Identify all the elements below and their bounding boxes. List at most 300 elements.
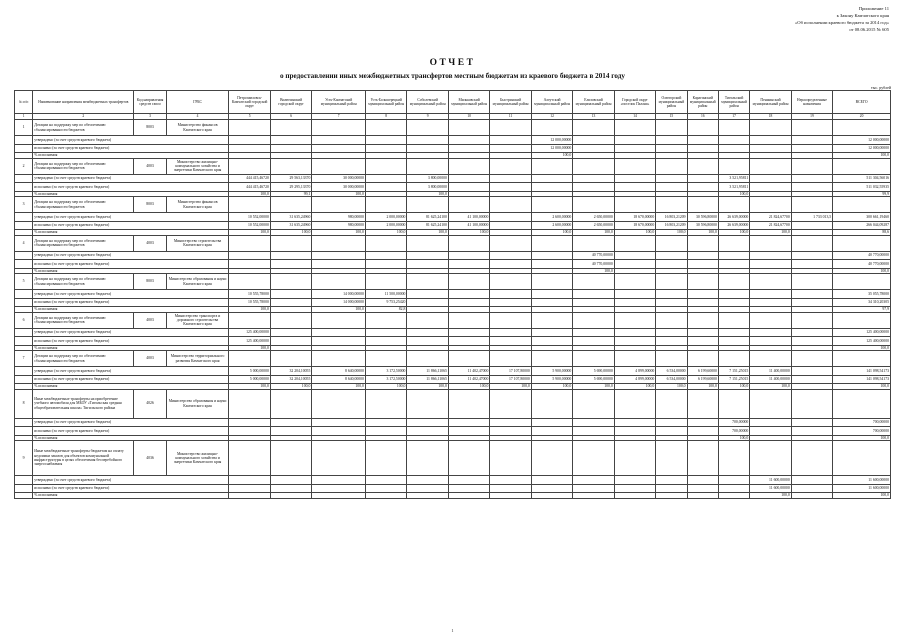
empty-cell: [573, 389, 614, 418]
value-cell: 100,0: [718, 384, 749, 390]
empty-cell: [312, 389, 366, 418]
section-code: 4026: [134, 389, 166, 418]
empty-cell: [750, 389, 791, 418]
empty-cell: [15, 298, 33, 307]
value-cell: [312, 484, 366, 493]
column-header: Мильковский муниципальный район: [448, 91, 489, 114]
empty-cell: [750, 312, 791, 328]
value-cell: [656, 144, 687, 153]
value-cell: 100,0: [448, 384, 489, 390]
empty-cell: [791, 235, 832, 251]
value-cell: [270, 418, 311, 427]
value-cell: 12 000,00000: [531, 136, 572, 145]
value-cell: 12 000,00000: [531, 144, 572, 153]
empty-cell: [833, 197, 891, 213]
value-cell: 9 753,25420: [365, 298, 406, 307]
empty-cell: [718, 351, 749, 367]
column-number: 15: [656, 114, 687, 120]
empty-cell: [531, 312, 572, 328]
value-cell: [448, 418, 489, 427]
empty-cell: [407, 235, 448, 251]
column-header: Усть-Камчатский муниципальный район: [312, 91, 366, 114]
value-cell: [490, 484, 531, 493]
value-cell: 16 803,21209: [656, 221, 687, 230]
value-cell: [573, 136, 614, 145]
empty-cell: [15, 144, 33, 153]
column-number: 3: [134, 114, 166, 120]
value-cell: [573, 183, 614, 192]
section-number: 6: [15, 312, 33, 328]
empty-cell: [15, 375, 33, 384]
value-cell: 6 199,60000: [687, 375, 718, 384]
total-cell: 11 600,00000: [833, 484, 891, 493]
empty-cell: [750, 158, 791, 174]
empty-cell: [656, 274, 687, 290]
row-label: исполнено (за счет средств краевого бюджета): [33, 337, 229, 346]
value-cell: [365, 476, 406, 485]
value-cell: [614, 427, 655, 436]
column-header: Вилючинский городской округ: [270, 91, 311, 114]
empty-cell: [229, 235, 270, 251]
empty-cell: [531, 441, 572, 476]
value-cell: [687, 260, 718, 269]
total-cell: 100,0: [833, 493, 891, 499]
value-cell: [270, 298, 311, 307]
value-cell: [656, 251, 687, 260]
value-cell: [573, 328, 614, 337]
value-cell: 100,0: [750, 230, 791, 236]
value-cell: 100,0: [407, 384, 448, 390]
value-cell: [490, 221, 531, 230]
value-cell: [448, 427, 489, 436]
value-cell: 100,0: [448, 230, 489, 236]
value-cell: [490, 328, 531, 337]
value-cell: [718, 298, 749, 307]
empty-cell: [270, 235, 311, 251]
column-header: Нераспределенные назначения: [791, 91, 832, 114]
value-cell: 26 639,00000: [718, 221, 749, 230]
value-cell: 7 151,25015: [718, 375, 749, 384]
value-cell: [448, 290, 489, 299]
empty-cell: [573, 441, 614, 476]
row-label: исполнено (за счет средств краевого бюджета): [33, 221, 229, 230]
value-cell: [718, 484, 749, 493]
section-code: 8003: [134, 274, 166, 290]
value-cell: 100,0: [573, 384, 614, 390]
report-table: [14, 90, 891, 499]
value-cell: [270, 484, 311, 493]
value-cell: 30 596,80000: [687, 221, 718, 230]
empty-cell: [229, 158, 270, 174]
section-code: 8003: [134, 120, 166, 136]
value-cell: 21 824,67700: [750, 221, 791, 230]
value-cell: 100,0: [687, 384, 718, 390]
empty-cell: [750, 235, 791, 251]
value-cell: [573, 476, 614, 485]
value-cell: 3 800,00000: [407, 174, 448, 183]
value-cell: [750, 337, 791, 346]
empty-cell: [15, 484, 33, 493]
value-cell: [750, 290, 791, 299]
value-cell: [407, 290, 448, 299]
value-cell: 82,8: [365, 307, 406, 313]
value-cell: [407, 251, 448, 260]
empty-cell: [15, 174, 33, 183]
row-label: % исполнения: [33, 384, 229, 390]
section-title-row: [15, 120, 891, 136]
value-cell: [490, 183, 531, 192]
value-cell: [270, 144, 311, 153]
empty-cell: [490, 274, 531, 290]
value-cell: 99,1: [270, 191, 311, 197]
value-cell: [531, 183, 572, 192]
value-cell: [656, 260, 687, 269]
value-cell: 980,00000: [312, 221, 366, 230]
value-cell: 100,0: [312, 230, 366, 236]
value-cell: [687, 337, 718, 346]
value-cell: 5 690,00000: [573, 367, 614, 376]
value-cell: 41 100,00000: [448, 221, 489, 230]
value-cell: [573, 298, 614, 307]
value-cell: [791, 375, 832, 384]
value-cell: [365, 328, 406, 337]
empty-cell: [270, 312, 311, 328]
value-cell: [229, 427, 270, 436]
empty-cell: [573, 235, 614, 251]
section-name: Дотации на поддержку мер по обеспечению сбалансированности бюджетов: [33, 120, 134, 136]
value-cell: 100,0: [312, 191, 366, 197]
value-cell: 5 690,00000: [573, 375, 614, 384]
empty-cell: [791, 312, 832, 328]
empty-cell: [490, 441, 531, 476]
value-cell: 5 000,00000: [229, 375, 270, 384]
value-cell: [365, 418, 406, 427]
value-cell: [614, 493, 655, 499]
total-cell: 99,9: [833, 191, 891, 197]
section-number: 5: [15, 274, 33, 290]
empty-cell: [833, 120, 891, 136]
empty-cell: [270, 351, 311, 367]
value-cell: [531, 260, 572, 269]
value-cell: 100,0: [531, 230, 572, 236]
row-label: исполнено (за счет средств краевого бюджета): [33, 298, 229, 307]
value-cell: 31 635,24960: [270, 213, 311, 222]
row-label: утверждено (за счет средств краевого бюджета): [33, 367, 229, 376]
value-cell: 11 600,00000: [750, 484, 791, 493]
empty-cell: [15, 213, 33, 222]
value-cell: [531, 427, 572, 436]
empty-cell: [407, 389, 448, 418]
total-cell: 11 600,00000: [833, 476, 891, 485]
value-cell: [791, 427, 832, 436]
value-cell: 18 670,00000: [614, 221, 655, 230]
total-cell: 700,00000: [833, 418, 891, 427]
value-cell: [573, 418, 614, 427]
table-row-plan: [15, 136, 891, 145]
empty-cell: [490, 235, 531, 251]
row-label: утверждено (за счет средств краевого бюджета): [33, 476, 229, 485]
total-cell: 100,0: [833, 435, 891, 441]
value-cell: [229, 476, 270, 485]
value-cell: [687, 484, 718, 493]
empty-cell: [15, 183, 33, 192]
section-name: Дотации на поддержку мер по обеспечению сбалансированности бюджетов: [33, 274, 134, 290]
value-cell: 100,0: [614, 230, 655, 236]
value-cell: 11 402,47000: [448, 367, 489, 376]
value-cell: [270, 290, 311, 299]
value-cell: 2 600,00000: [531, 221, 572, 230]
column-header: Петропавловск-Камчатский городской округ: [229, 91, 270, 114]
value-cell: [365, 136, 406, 145]
column-number: 2: [33, 114, 134, 120]
value-cell: 100,0: [407, 230, 448, 236]
empty-cell: [833, 312, 891, 328]
value-cell: [448, 260, 489, 269]
total-cell: 100,0: [833, 384, 891, 390]
value-cell: [365, 484, 406, 493]
value-cell: [490, 298, 531, 307]
total-cell: 511 032,55935: [833, 183, 891, 192]
value-cell: 100,0: [750, 493, 791, 499]
value-cell: 10 552,00000: [229, 213, 270, 222]
value-cell: [614, 298, 655, 307]
value-cell: 16 803,21209: [656, 213, 687, 222]
value-cell: [791, 290, 832, 299]
value-cell: [656, 174, 687, 183]
empty-cell: [270, 389, 311, 418]
empty-cell: [718, 441, 749, 476]
value-cell: [687, 174, 718, 183]
report-body: [15, 120, 891, 499]
column-number: 9: [407, 114, 448, 120]
value-cell: 32 204,10055: [270, 375, 311, 384]
empty-cell: [656, 158, 687, 174]
value-cell: 40 770,00000: [573, 251, 614, 260]
column-number: 18: [750, 114, 791, 120]
value-cell: [312, 251, 366, 260]
value-cell: 10 552,00000: [229, 221, 270, 230]
value-cell: [750, 298, 791, 307]
total-cell: 266 044,09287: [833, 221, 891, 230]
row-label: исполнено (за счет средств краевого бюджета): [33, 183, 229, 192]
row-label: утверждено (за счет средств краевого бюджета): [33, 251, 229, 260]
empty-cell: [270, 158, 311, 174]
value-cell: [791, 183, 832, 192]
value-cell: 100,0: [229, 191, 270, 197]
value-cell: [490, 213, 531, 222]
column-number: 19: [791, 114, 832, 120]
empty-cell: [791, 441, 832, 476]
row-label: % исполнения: [33, 268, 229, 274]
row-label: утверждено (за счет средств краевого бюджета): [33, 174, 229, 183]
value-cell: [718, 328, 749, 337]
empty-cell: [270, 120, 311, 136]
empty-cell: [687, 441, 718, 476]
value-cell: 125 400,00000: [229, 337, 270, 346]
section-title-row: [15, 235, 891, 251]
value-cell: 5 900,00000: [531, 375, 572, 384]
empty-cell: [687, 389, 718, 418]
empty-cell: [833, 441, 891, 476]
value-cell: 100,0: [718, 230, 749, 236]
value-cell: [448, 328, 489, 337]
value-cell: [229, 260, 270, 269]
empty-cell: [687, 235, 718, 251]
section-number: 2: [15, 158, 33, 174]
empty-cell: [15, 337, 33, 346]
empty-cell: [312, 312, 366, 328]
row-label: % исполнения: [33, 307, 229, 313]
section-grbs: Министерство транспорта и дорожного строительства Камчатского края: [166, 312, 229, 328]
value-cell: [573, 174, 614, 183]
empty-cell: [791, 197, 832, 213]
value-cell: 100,0: [573, 230, 614, 236]
value-cell: [365, 174, 406, 183]
value-cell: 40 770,00000: [573, 260, 614, 269]
column-header: Городской округ «поселок Палана»: [614, 91, 655, 114]
value-cell: [656, 418, 687, 427]
value-cell: 30 596,80000: [687, 213, 718, 222]
section-code: 4003: [134, 158, 166, 174]
section-code: 8003: [134, 197, 166, 213]
empty-cell: [270, 441, 311, 476]
value-cell: [270, 337, 311, 346]
value-cell: [750, 418, 791, 427]
value-cell: [531, 484, 572, 493]
empty-cell: [312, 120, 366, 136]
empty-cell: [718, 158, 749, 174]
empty-cell: [15, 427, 33, 436]
empty-cell: [365, 389, 406, 418]
column-header: ВСЕГО: [833, 91, 891, 114]
value-cell: [791, 493, 832, 499]
value-cell: 100,0: [407, 191, 448, 197]
empty-cell: [750, 441, 791, 476]
empty-cell: [614, 235, 655, 251]
header-row: [15, 91, 891, 114]
empty-cell: [687, 274, 718, 290]
value-cell: [614, 337, 655, 346]
empty-cell: [687, 197, 718, 213]
table-row-plan: [15, 476, 891, 485]
value-cell: [312, 328, 366, 337]
empty-cell: [718, 389, 749, 418]
value-cell: [791, 174, 832, 183]
value-cell: 81 625,24100: [407, 221, 448, 230]
value-cell: 100,0: [490, 384, 531, 390]
empty-cell: [312, 158, 366, 174]
empty-cell: [531, 158, 572, 174]
value-cell: [365, 144, 406, 153]
empty-cell: [312, 274, 366, 290]
empty-cell: [407, 312, 448, 328]
appendix-note: [629, 5, 889, 33]
empty-cell: [687, 158, 718, 174]
value-cell: [750, 174, 791, 183]
row-label: % исполнения: [33, 230, 229, 236]
empty-cell: [407, 351, 448, 367]
empty-cell: [614, 389, 655, 418]
value-cell: 2 000,00000: [365, 221, 406, 230]
empty-cell: [448, 235, 489, 251]
section-title-row: [15, 312, 891, 328]
value-cell: [490, 136, 531, 145]
empty-cell: [656, 235, 687, 251]
empty-cell: [365, 441, 406, 476]
empty-cell: [791, 351, 832, 367]
value-cell: 29 295,13370: [270, 183, 311, 192]
value-cell: [448, 183, 489, 192]
value-cell: [490, 418, 531, 427]
empty-cell: [573, 312, 614, 328]
empty-cell: [312, 197, 366, 213]
value-cell: 29 563,13370: [270, 174, 311, 183]
table-row-fact: [15, 183, 891, 192]
section-name: Дотации на поддержку мер по обеспечению сбалансированности бюджетов: [33, 312, 134, 328]
column-number: 10: [448, 114, 489, 120]
empty-cell: [531, 197, 572, 213]
column-number: 4: [166, 114, 229, 120]
value-cell: [656, 427, 687, 436]
value-cell: 100,0: [718, 435, 749, 441]
empty-cell: [687, 312, 718, 328]
empty-cell: [15, 476, 33, 485]
column-header: Быстринский муниципальный район: [490, 91, 531, 114]
table-row-plan: [15, 418, 891, 427]
empty-cell: [718, 197, 749, 213]
value-cell: [490, 493, 531, 499]
column-number: 7: [312, 114, 366, 120]
value-cell: [750, 136, 791, 145]
empty-cell: [718, 312, 749, 328]
value-cell: 11 866,11065: [407, 375, 448, 384]
empty-cell: [407, 120, 448, 136]
value-cell: [312, 144, 366, 153]
value-cell: 3 521,95811: [718, 183, 749, 192]
empty-cell: [365, 274, 406, 290]
empty-cell: [614, 274, 655, 290]
empty-cell: [750, 351, 791, 367]
value-cell: [407, 337, 448, 346]
value-cell: [448, 484, 489, 493]
value-cell: 11 400,00000: [750, 375, 791, 384]
value-cell: 125 400,00000: [229, 328, 270, 337]
value-cell: [791, 144, 832, 153]
value-cell: [791, 260, 832, 269]
value-cell: [687, 251, 718, 260]
appendix-line-4: от 08.06.2015 № 605: [849, 27, 889, 32]
empty-cell: [656, 441, 687, 476]
empty-cell: [687, 351, 718, 367]
section-name: Дотации на поддержку мер по обеспечению сбалансированности бюджетов: [33, 351, 134, 367]
empty-cell: [448, 197, 489, 213]
empty-cell: [687, 120, 718, 136]
appendix-line-1: Приложение 11: [858, 6, 889, 11]
value-cell: [407, 484, 448, 493]
column-number: 5: [229, 114, 270, 120]
value-cell: [718, 476, 749, 485]
value-cell: 700,00000: [718, 427, 749, 436]
empty-cell: [573, 274, 614, 290]
value-cell: 100,0: [312, 384, 366, 390]
total-cell: 300 661,19460: [833, 213, 891, 222]
value-cell: 2 650,00000: [573, 221, 614, 230]
value-cell: [687, 328, 718, 337]
table-row-plan: [15, 367, 891, 376]
value-cell: [229, 484, 270, 493]
table-row-fact: [15, 260, 891, 269]
empty-cell: [750, 197, 791, 213]
